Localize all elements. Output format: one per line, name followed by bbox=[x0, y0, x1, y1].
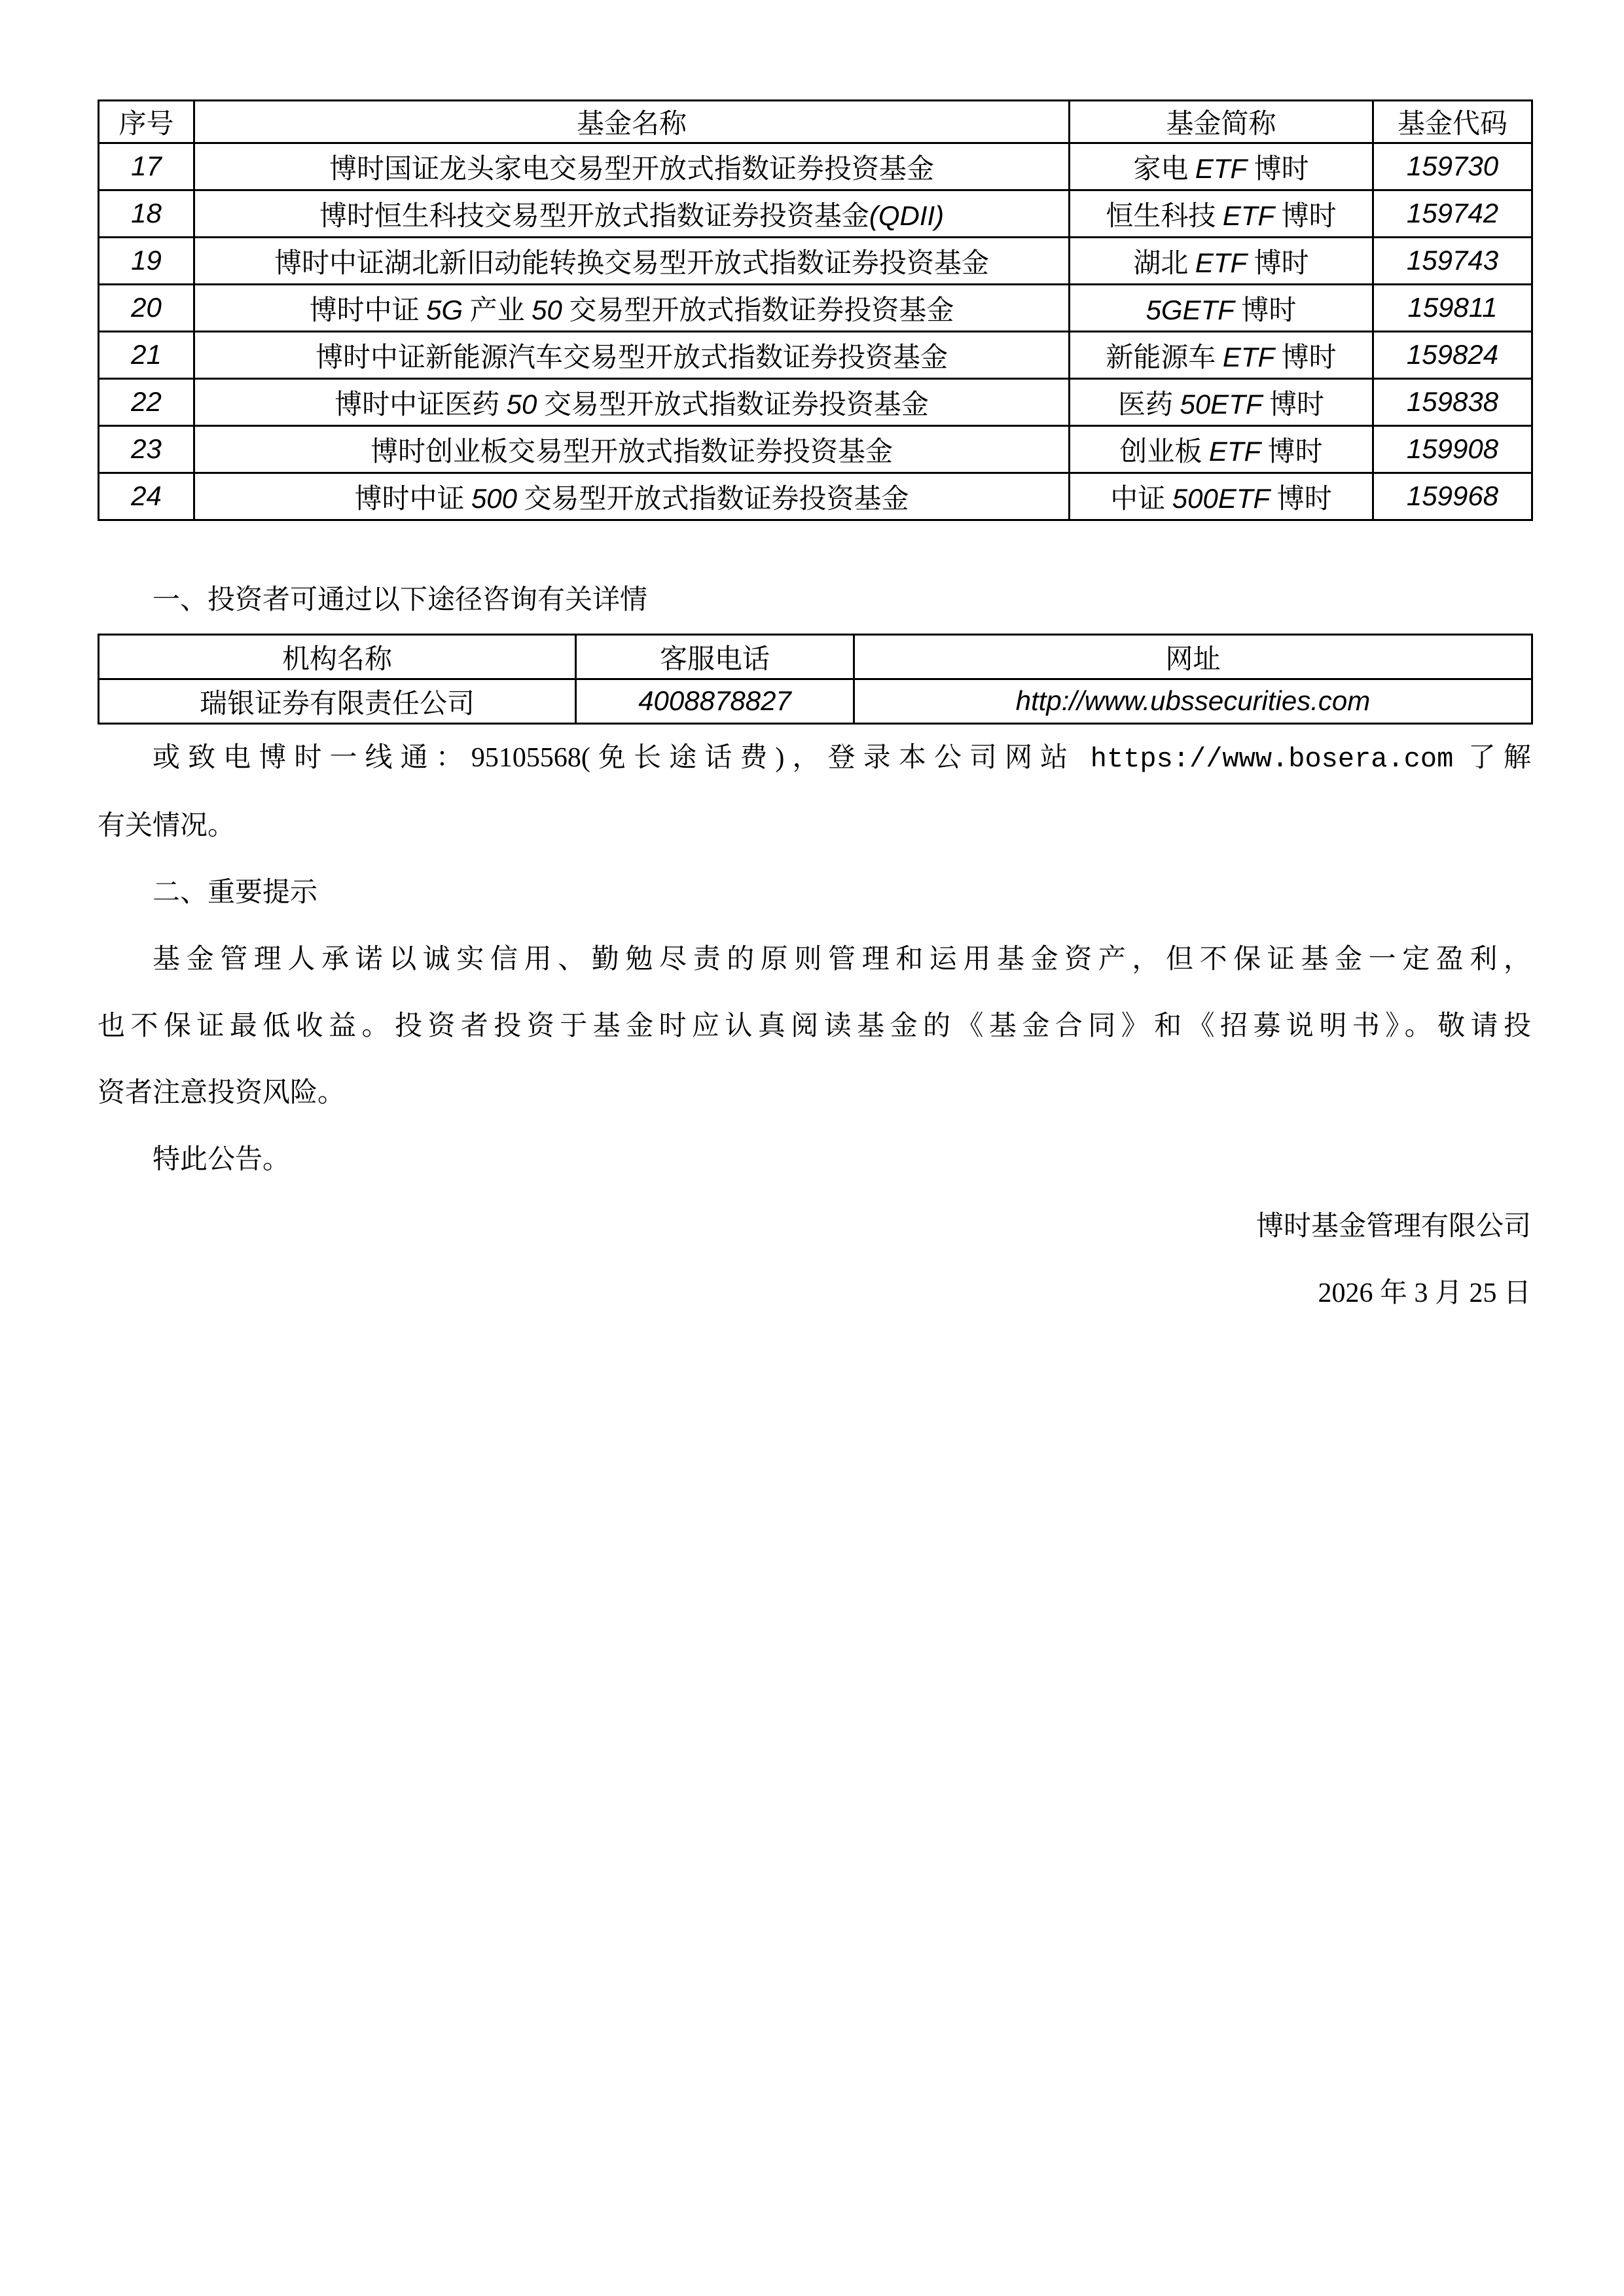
fund-no-cell: 19 bbox=[99, 238, 194, 285]
table-row bbox=[99, 332, 1532, 379]
table-row bbox=[99, 238, 1532, 285]
fund-code-cell: 159730 bbox=[1373, 143, 1532, 190]
paragraph-line: 或致电博时一线通：95105568(免长途话费)，登录本公司网站 https://www.bosera.com 了解 bbox=[153, 743, 1531, 775]
funds-table-header-row bbox=[99, 101, 1532, 143]
fund-short-name-cell: 家电 ETF 博时 bbox=[1070, 143, 1373, 190]
fund-no-cell: 21 bbox=[99, 332, 194, 379]
fund-no-cell: 20 bbox=[99, 285, 194, 332]
channels-table-header-row bbox=[99, 635, 1532, 679]
fund-no-cell: 24 bbox=[99, 473, 194, 520]
funds-col-header-code: 基金代码 bbox=[1373, 101, 1532, 143]
fund-name-cell: 博时中证 5G 产业 50 交易型开放式指数证券投资基金 bbox=[194, 285, 1070, 332]
fund-code-cell: 159811 bbox=[1373, 285, 1532, 332]
fund-code-cell: 159968 bbox=[1373, 473, 1532, 520]
paragraph-line: 基金管理人承诺以诚实信用、勤勉尽责的原则管理和运用基金资产，但不保证基金一定盈利， bbox=[153, 944, 1531, 975]
table-row bbox=[99, 473, 1532, 520]
paragraph-line: 也不保证最低收益。投资者投资于基金时应认真阅读基金的《基金合同》和《招募说明书》。敬请投 bbox=[98, 1011, 1531, 1041]
fund-no-cell: 17 bbox=[99, 143, 194, 190]
table-row bbox=[99, 379, 1532, 426]
table-row bbox=[99, 143, 1532, 190]
fund-no-cell: 22 bbox=[99, 379, 194, 426]
website-cell: http://www.ubssecurities.com bbox=[854, 679, 1532, 724]
closing-date: 2026 年 3 月 25 日 bbox=[1318, 1278, 1531, 1308]
fund-short-name-cell: 创业板 ETF 博时 bbox=[1070, 426, 1373, 473]
channels-col-header-phone: 客服电话 bbox=[576, 635, 854, 679]
fund-short-name-cell: 5GETF 博时 bbox=[1070, 285, 1373, 332]
table-row bbox=[99, 285, 1532, 332]
fund-code-cell: 159838 bbox=[1373, 379, 1532, 426]
service-phone-cell: 4008878827 bbox=[576, 679, 854, 724]
funds-col-header-name: 基金名称 bbox=[194, 101, 1070, 143]
fund-code-cell: 159742 bbox=[1373, 190, 1532, 238]
section2-heading: 二、重要提示 bbox=[153, 878, 318, 908]
channels-table bbox=[98, 634, 1533, 725]
fund-name-cell: 博时恒生科技交易型开放式指数证券投资基金(QDII) bbox=[194, 190, 1070, 238]
closing-notice: 特此公告。 bbox=[153, 1145, 291, 1175]
org-name-cell: 瑞银证券有限责任公司 bbox=[99, 679, 576, 724]
fund-short-name-cell: 恒生科技 ETF 博时 bbox=[1070, 190, 1373, 238]
fund-name-cell: 博时国证龙头家电交易型开放式指数证券投资基金 bbox=[194, 143, 1070, 190]
paragraph-line: 资者注意投资风险。 bbox=[98, 1078, 346, 1108]
fund-no-cell: 18 bbox=[99, 190, 194, 238]
funds-table bbox=[98, 99, 1533, 521]
fund-name-cell: 博时中证湖北新旧动能转换交易型开放式指数证券投资基金 bbox=[194, 238, 1070, 285]
closing-company: 博时基金管理有限公司 bbox=[1255, 1211, 1531, 1242]
fund-no-cell: 23 bbox=[99, 426, 194, 473]
fund-name-cell: 博时中证新能源汽车交易型开放式指数证券投资基金 bbox=[194, 332, 1070, 379]
fund-code-cell: 159743 bbox=[1373, 238, 1532, 285]
fund-code-cell: 159908 bbox=[1373, 426, 1532, 473]
fund-name-cell: 博时中证医药 50 交易型开放式指数证券投资基金 bbox=[194, 379, 1070, 426]
channels-col-header-website: 网址 bbox=[854, 635, 1532, 679]
channels-col-header-org: 机构名称 bbox=[99, 635, 576, 679]
fund-short-name-cell: 新能源车 ETF 博时 bbox=[1070, 332, 1373, 379]
fund-code-cell: 159824 bbox=[1373, 332, 1532, 379]
paragraph-line: 有关情况。 bbox=[98, 811, 236, 841]
table-row bbox=[99, 679, 1532, 724]
fund-short-name-cell: 湖北 ETF 博时 bbox=[1070, 238, 1373, 285]
table-row bbox=[99, 426, 1532, 473]
section1-heading: 一、投资者可通过以下途径咨询有关详情 bbox=[153, 585, 648, 615]
funds-col-header-short-name: 基金简称 bbox=[1070, 101, 1373, 143]
table-row bbox=[99, 190, 1532, 238]
fund-name-cell: 博时创业板交易型开放式指数证券投资基金 bbox=[194, 426, 1070, 473]
fund-short-name-cell: 医药 50ETF 博时 bbox=[1070, 379, 1373, 426]
fund-name-cell: 博时中证 500 交易型开放式指数证券投资基金 bbox=[194, 473, 1070, 520]
fund-short-name-cell: 中证 500ETF 博时 bbox=[1070, 473, 1373, 520]
funds-col-header-no: 序号 bbox=[99, 101, 194, 143]
